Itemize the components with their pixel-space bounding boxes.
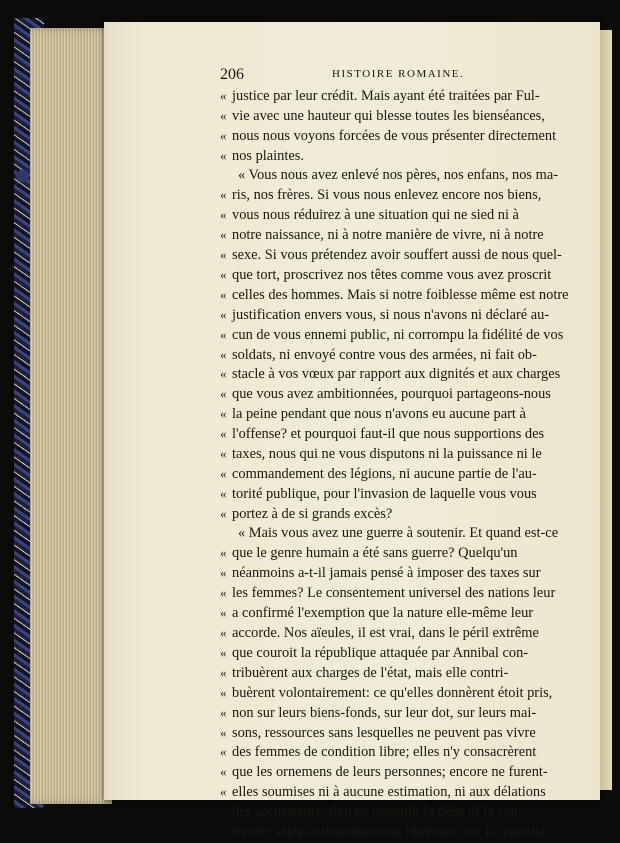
line-text: taxes, nous qui ne vous disputons ni la puissance ni le — [232, 446, 542, 463]
text-line — [220, 742, 582, 762]
page-number: 206 — [220, 66, 244, 83]
line-text: que vous avez ambitionnées, pourquoi partageons-nous — [232, 386, 551, 403]
quote-mark: « — [220, 684, 227, 700]
line-text: sons, ressources sans lesquelles ne peuvent pas vivre — [232, 724, 536, 741]
text-line — [220, 543, 582, 563]
quote-mark: « — [220, 485, 227, 501]
line-text: a confirmé l'exemption que la nature elle-même leur — [232, 605, 534, 622]
line-text: vie avec une hauteur qui blesse toutes les bienséances, — [232, 107, 545, 124]
quote-mark: « — [220, 227, 227, 243]
line-text: les femmes? Le consentement universel des nations leur — [232, 585, 556, 602]
line-text: « Vous nous avez enlevé nos pères, nos enfans, nos ma- — [238, 166, 558, 183]
quote-mark: « — [220, 366, 227, 382]
quote-mark: « — [220, 446, 227, 462]
quote-mark: « — [220, 107, 227, 123]
line-text: des femmes de condition libre; elles n'y consacrèrent — [232, 744, 537, 761]
quote-mark: « — [220, 565, 227, 581]
text-line — [220, 782, 582, 802]
text-line — [220, 683, 582, 703]
text-line — [220, 623, 582, 643]
text-line — [220, 325, 582, 345]
text-line — [220, 603, 582, 623]
text-line — [220, 524, 582, 544]
quote-mark: « — [220, 465, 227, 481]
quote-mark: « — [220, 326, 227, 342]
text-line — [220, 265, 582, 285]
quote-mark: « — [220, 147, 227, 163]
text-line — [220, 643, 582, 663]
line-text: elles soumises ni à aucune estimation, ni aux délations — [232, 784, 546, 801]
line-text: l'offense? et pourquoi faut-il que nous supportions des — [232, 426, 545, 443]
quote-mark: « — [220, 704, 227, 720]
quote-mark: « — [220, 346, 227, 362]
text-line — [220, 563, 582, 583]
text-line — [220, 225, 582, 245]
text-line — [220, 106, 582, 126]
line-text: « Mais vous avez une guerre à soutenir. Et quand est-ce — [238, 524, 559, 541]
text-line — [220, 464, 582, 484]
line-text: stacle à vos vœux par rapport aux dignités et aux charges — [232, 366, 561, 383]
text-line — [220, 364, 582, 384]
line-text: vous nous réduirez à une situation qui ne sied ni à — [232, 207, 519, 224]
text-line — [220, 205, 582, 225]
quote-mark: « — [220, 127, 227, 143]
quote-mark: « — [220, 286, 227, 302]
line-text: justice par leur crédit. Mais ayant été traitées par Ful- — [232, 88, 540, 104]
line-text: cun de vous ennemi public, ni corrompu la fidélité de vos — [232, 326, 564, 343]
line-text: notre naissance, ni à notre manière de vivre, ni à notre — [232, 227, 544, 244]
text-line — [220, 703, 582, 723]
text-line — [220, 822, 582, 842]
line-text: ris, nos frères. Si vous nous enlevez encore nos biens, — [232, 187, 542, 204]
quote-mark: « — [220, 744, 227, 760]
quote-mark: « — [220, 247, 227, 263]
line-text: buèrent volontairement: ce qu'elles donnèrent étoit pris, — [232, 684, 553, 701]
line-text: non sur leurs biens-fonds, sur leur dot, sur leurs mai- — [232, 704, 537, 721]
line-text: que le genre humain a été sans guerre? Quelqu'un — [232, 545, 518, 562]
quote-mark: « — [220, 267, 227, 283]
line-text: soldats, ni envoyé contre vous des armées, ni fait ob- — [232, 346, 537, 363]
line-text: que les ornemens de leurs personnes; encore ne furent- — [232, 764, 548, 781]
quote-mark: « — [220, 207, 227, 223]
quote-mark: « — [220, 406, 227, 422]
text-line — [220, 424, 582, 444]
body-text — [220, 86, 582, 842]
quote-mark: « — [220, 426, 227, 442]
line-text: commandement des légions, ni aucune partie de l'au- — [232, 465, 537, 482]
text-line — [220, 146, 582, 166]
text-line — [220, 185, 582, 205]
line-text: nous nous voyons forcées de vous présenter directement — [232, 127, 557, 144]
line-text: celles des hommes. Mais si notre foiblesse même est notre — [232, 286, 569, 303]
quote-mark: « — [220, 625, 227, 641]
text-line — [220, 484, 582, 504]
text-line — [220, 245, 582, 265]
quote-mark: « — [220, 88, 227, 103]
text-line — [220, 404, 582, 424]
text-line — [220, 285, 582, 305]
quote-mark: « — [220, 386, 227, 402]
text-line — [220, 444, 582, 464]
text-line — [220, 762, 582, 782]
text-line — [220, 583, 582, 603]
line-text: portez à de si grands excès? — [232, 505, 393, 522]
line-text: tribuèrent aux charges de l'état, mais elle contri- — [232, 664, 509, 681]
text-line — [220, 802, 582, 822]
line-text: accorde. Nos aïeules, il est vrai, dans le péril extrême — [232, 625, 539, 642]
text-line — [220, 384, 582, 404]
page-header — [220, 66, 580, 84]
quote-mark: « — [220, 804, 227, 820]
quote-mark: « — [220, 664, 227, 680]
line-text: néanmoins a-t-il jamais pensé à imposer des taxes sur — [232, 565, 541, 582]
line-text: que tort, proscrivez nos têtes comme vous avez proscrit — [232, 267, 552, 284]
quote-mark: « — [220, 187, 227, 203]
quote-mark: « — [220, 784, 227, 800]
line-text: sexe. Si vous prétendez avoir souffert aussi de nous quel- — [232, 247, 562, 264]
line-text: trainte; elles se déterminèrent librement sur la quantité — [232, 823, 546, 840]
line-text: la peine pendant que nous n'avons eu aucune part à — [232, 406, 526, 423]
line-text: torité publique, pour l'invasion de laquelle vous vous — [232, 485, 537, 502]
text-line — [220, 305, 582, 325]
text-line — [220, 723, 582, 743]
quote-mark: « — [220, 505, 227, 521]
line-text: que couroit la république attaquée par Annibal con- — [232, 644, 529, 661]
text-line — [220, 663, 582, 683]
text-line — [220, 345, 582, 365]
text-line — [220, 126, 582, 146]
book-page-edges — [30, 28, 112, 804]
quote-mark: « — [220, 724, 227, 740]
text-line — [220, 504, 582, 524]
text-line — [220, 86, 582, 106]
quote-mark: « — [220, 644, 227, 660]
quote-mark: « — [220, 764, 227, 780]
line-text: nos plaintes. — [232, 147, 304, 164]
quote-mark: « — [220, 545, 227, 561]
running-title: HISTOIRE ROMAINE. — [332, 68, 465, 80]
quote-mark: « — [220, 823, 227, 839]
line-text: des accusateurs: rien ne ressentit la gêne ni la con- — [232, 804, 523, 821]
text-line — [220, 166, 582, 186]
quote-mark: « — [220, 605, 227, 621]
quote-mark: « — [220, 306, 227, 322]
quote-mark: « — [220, 585, 227, 601]
facing-page-edge — [600, 30, 612, 790]
line-text: justification envers vous, si nous n'avons ni déclaré au- — [232, 306, 550, 323]
